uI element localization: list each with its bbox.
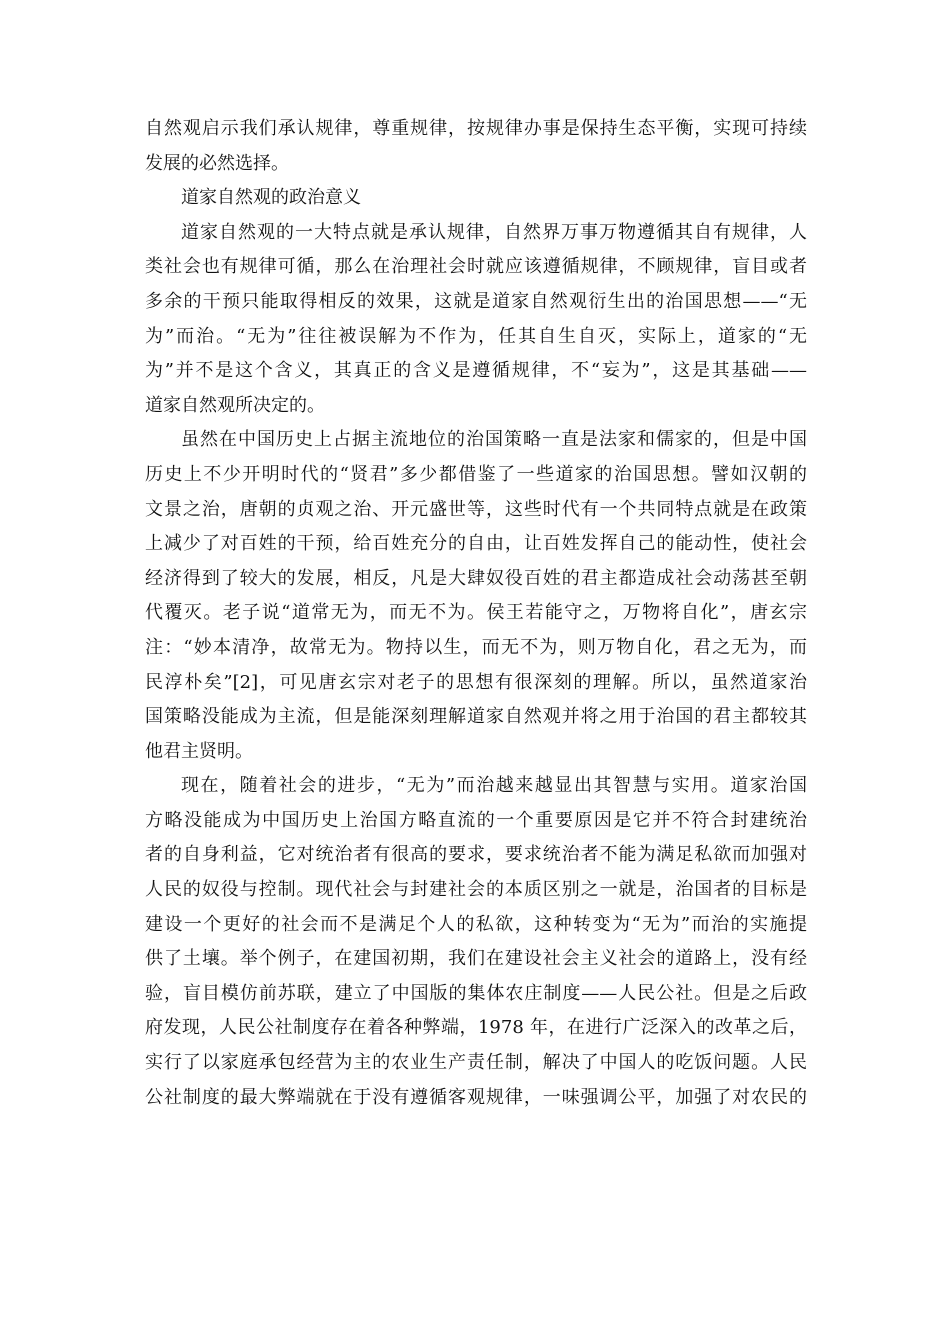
text-line: 他君主贤明。	[145, 740, 253, 762]
text-line: 文景之治，唐朝的贞观之治、开元盛世等，这些时代有一个共同特点就是在政策	[145, 498, 807, 520]
text-line: 道家自然观的一大特点就是承认规律，自然界万事万物遵循其自有规律，人	[181, 221, 807, 243]
text-line: 为”并不是这个含义，其真正的含义是遵循规律，不“妄为”，这是其基础——	[145, 360, 807, 382]
text-line: 现在，随着社会的进步，“无为”而治越来越显出其智慧与实用。道家治国	[181, 775, 807, 797]
text-line: 民淳朴矣”[2]，可见唐玄宗对老子的思想有很深刻的理解。所以，虽然道家治	[145, 671, 807, 693]
text-line: 虽然在中国历史上占据主流地位的治国策略一直是法家和儒家的，但是中国	[181, 429, 807, 451]
text-line: 人民的奴役与控制。现代社会与封建社会的本质区别之一就是，治国者的目标是	[145, 879, 807, 901]
text-line: 者的自身利益，它对统治者有很高的要求，要求统治者不能为满足私欲而加强对	[145, 844, 807, 866]
text-line: 公社制度的最大弊端就在于没有遵循客观规律，一味强调公平，加强了对农民的	[145, 1086, 807, 1108]
text-line: 国策略没能成为主流，但是能深刻理解道家自然观并将之用于治国的君主都较其	[145, 706, 807, 728]
text-line: 多余的干预只能取得相反的效果，这就是道家自然观衍生出的治国思想——“无	[145, 290, 807, 312]
text-line: 上减少了对百姓的干预，给百姓充分的自由，让百姓发挥自己的能动性，使社会	[145, 533, 807, 555]
text-line: 经济得到了较大的发展，相反，凡是大肆奴役百姓的君主都造成社会动荡甚至朝	[145, 567, 807, 589]
text-line: 自然观启示我们承认规律，尊重规律，按规律办事是保持生态平衡，实现可持续	[145, 118, 807, 139]
text-line: 类社会也有规律可循，那么在治理社会时就应该遵循规律，不顾规律，盲目或者	[145, 256, 807, 278]
section-heading: 道家自然观的政治意义	[181, 187, 361, 209]
text-line: 建设一个更好的社会而不是满足个人的私欲，这种转变为“无为”而治的实施提	[145, 913, 807, 935]
text-line: 为”而治。“无为”往往被误解为不作为，任其自生自灭，实际上，道家的“无	[145, 325, 807, 347]
text-line: 发展的必然选择。	[145, 152, 289, 174]
text-line: 供了土壤。举个例子，在建国初期，我们在建设社会主义社会的道路上，没有经	[145, 948, 807, 970]
text-line: 验，盲目模仿前苏联，建立了中国版的集体农庄制度——人民公社。但是之后政	[145, 982, 807, 1004]
text-line: 道家自然观所决定的。	[145, 394, 325, 416]
text-line: 历史上不少开明时代的“贤君”多少都借鉴了一些道家的治国思想。譬如汉朝的	[145, 463, 807, 485]
text-line: 府发现，人民公社制度存在着各种弊端，1978 年，在进行广泛深入的改革之后，	[145, 1017, 807, 1039]
text-line: 方略没能成为中国历史上治国方略直流的一个重要原因是它并不符合封建统治	[145, 809, 807, 831]
text-line: 注：“妙本清净，故常无为。物持以生，而无不为，则万物自化，君之无为，而	[145, 636, 807, 658]
body-text	[145, 112, 807, 1115]
text-line: 代覆灭。老子说“道常无为，而无不为。侯王若能守之，万物将自化”，唐玄宗	[145, 602, 807, 624]
text-line: 实行了以家庭承包经营为主的农业生产责任制，解决了中国人的吃饭问题。人民	[145, 1052, 807, 1074]
